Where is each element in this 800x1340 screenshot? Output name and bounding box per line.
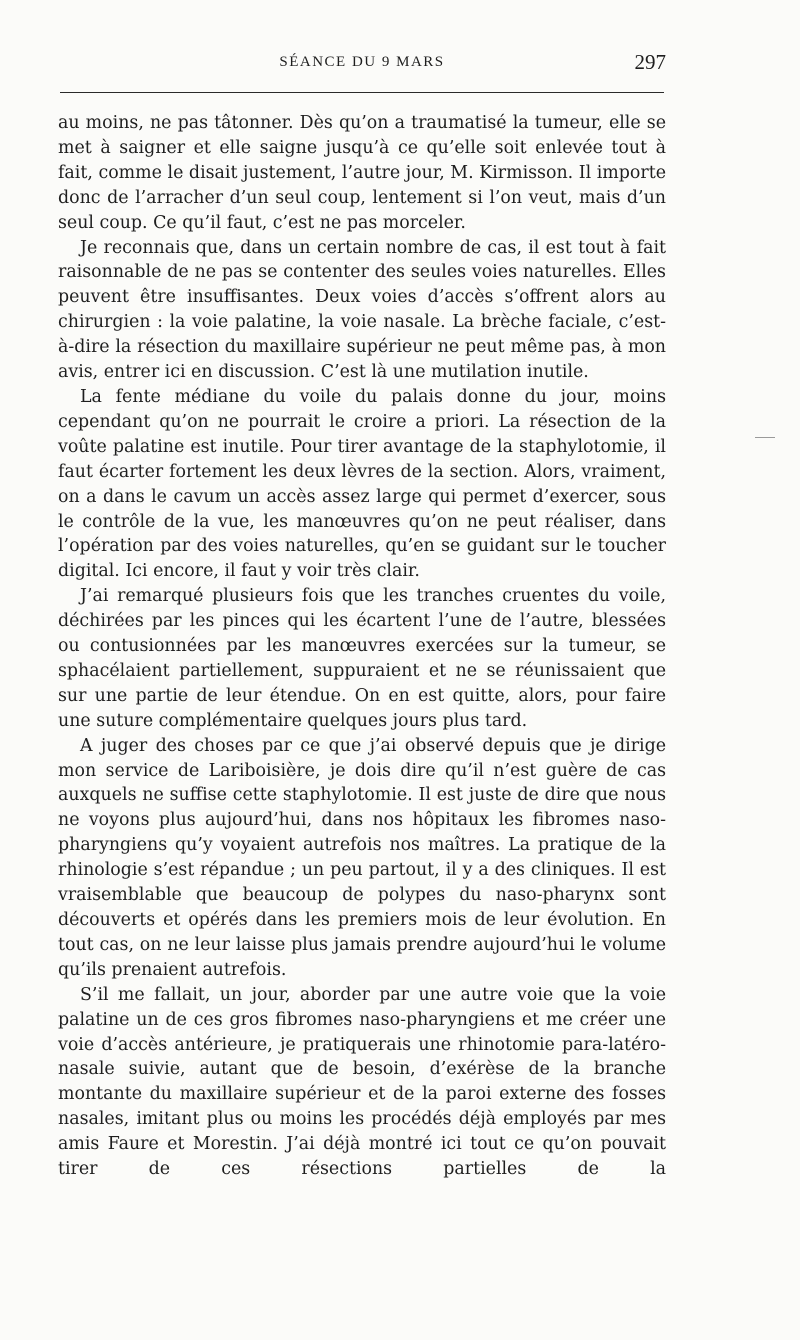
paragraph-voies-acces: Je reconnais que, dans un certain nombre de cas, il est tout à fait raisonnable de ne pas se contenter des seules voies naturelles. Elles peuvent être insuffisantes. Deux voies d’accès s’offrent alors au chirurgien : la voie palatine, la voie nasale. La brèche faciale, c’est-à-dire la résection du maxillaire supérieur ne peut même pas, à mon avis, entrer ici en discussion. C’est là une mutilation inutile. — [58, 237, 666, 383]
header-rule — [60, 92, 664, 93]
paragraph-continuation: au moins, ne pas tâtonner. Dès qu’on a traumatisé la tumeur, elle se met à saigner et elle saigne jusqu’à ce qu’elle soit enlevée tout à fait, comme le disait justement, l’autre jour, M. Kirmisson. Il importe donc de l’arracher d’un seul coup, lentement si l’on veut, mais d’un seul coup. Ce qu’il faut, c’est ne pas morceler. — [58, 113, 666, 233]
paragraph-tranches-cruentes: J’ai remarqué plusieurs fois que les tranches cruentes du voile, déchirées par les pinces qui les écartent l’une de l’autre, blessées ou contusionnées par les manœuvres exercées sur la tumeur, se sphacélaient partiellement, suppuraient et ne se réunissaient que sur une partie de leur étendue. On en est quitte, alors, pour faire une suture complémentaire quelques jours plus tard. — [58, 586, 666, 731]
margin-mark — [755, 437, 775, 438]
body-text — [58, 111, 666, 1182]
paragraph-fente-mediane: La fente médiane du voile du palais donne du jour, moins cependant qu’on ne pourrait le croire a priori. La résection de la voûte palatine est inutile. Pour tirer avantage de la staphylotomie, il faut écarter fortement les deux lèvres de la section. Alors, vraiment, on a dans le cavum un accès assez large qui permet d’exercer, sous le contrôle de la vue, les manœuvres qu’on ne peut réaliser, dans l’opération par des voies naturelles, qu’en se guidant sur le toucher digital. Ici encore, il faut y voir très clair. — [58, 386, 666, 582]
paragraph-rhinotomie: S’il me fallait, un jour, aborder par une autre voie que la voie palatine un de ces gros fibromes naso-pharyngiens et me créer une voie d’accès antérieure, je pratiquerais une rhinotomie para-latéro-nasale suivie, autant que de besoin, d’exérèse de la branche montante du maxillaire supérieur et de la paroi externe des fosses nasales, imitant plus ou moins les procédés déjà employés par mes amis Faure et Morestin. J’ai déjà montré ici tout ce qu’on pouvait tirer de ces résections partielles de la — [58, 984, 666, 1180]
page-number: 297 — [634, 50, 666, 74]
running-title: SÉANCE DU 9 MARS — [279, 54, 445, 70]
paragraph-lariboisiere: A juger des choses par ce que j’ai observé depuis que je dirige mon service de Lariboisière, je dois dire qu’il n’est guère de cas auxquels ne suffise cette staphylotomie. Il est juste de dire que nous ne voyons plus aujourd’hui, dans nos hôpitaux les fibromes naso-pharyngiens qu’y voyaient autrefois nos maîtres. La pratique de la rhinologie s’est répandue ; un peu partout, il y a des cliniques. Il est vraisemblable que beaucoup de polypes du naso-pharynx sont découverts et opérés dans les premiers mois de leur évolution. En tout cas, on ne leur laisse plus jamais prendre aujourd’hui le volume qu’ils prenaient autrefois. — [58, 735, 666, 980]
running-head — [58, 50, 666, 80]
